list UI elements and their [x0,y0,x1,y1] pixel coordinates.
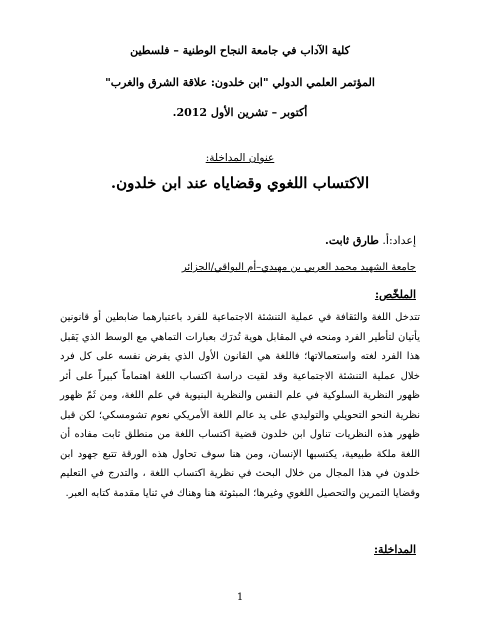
author-name: طارق ثابت. [325,234,379,247]
abstract-text: تتدخل اللغة والثقافة في عملية التنشئة الاجتماعية للفرد باعتبارهما ضابطين أو قانونين يأتيان لتأطير الفرد ومنحه في المقابل هوية تُدرَك بعبارات التماهي مع الوسط الذي يَقبل هذا الفرد لغته واستعمالاتها؛ فاللغة هي القانون الأول الذي يفرض نفسه على كل فرد خلال عملية التنشئة الاجتماعية وقد لقيت دراسة اكتساب اللغة اهتماماً كبيراً على أثر ظهور النظرية السلوكية في علم النفس والنظرية البنيوية في علم اللغة، ومن ثَمّ ظهور نظرية النحو التحويلي والتوليدي على يد عالم اللغة الأمريكي نعوم تشومسكي؛ لكن قبل ظهور هذه النظريات تناول ابن خلدون قضية اكتساب اللغة من منطلق ثابت مفاده أن اللغة ملكة طبيعية، يكتسبها الإنسان، ومن هنا سوف تحاول هذه الورقة تتبع جهود ابن خلدون في هذا المجال من خلال البحث في نظرية اكتساب اللغة ، والتدرج في التعليم وقضايا التمرين والتحصيل اللغوي وغيرها؛ المبثوثة هنا وهناك في ثنايا مقدمة كتابه العبر. [60,312,420,499]
faculty-line: كلية الآداب في جامعة النجاح الوطنية – فلسطين [130,44,350,57]
page-number: 1 [236,592,244,603]
conference-line: المؤتمر العلمي الدولي "ابن خلدون: علاقة الشرق والغرب" [105,76,375,89]
author-prefix: إعداد:أ. [382,234,416,247]
author-affiliation: جامعة الشهيد محمد العربي بن مهيدي–أم البواقي/الجزائر [181,262,416,273]
intervention-label: عنوان المداخلة: [205,152,275,164]
abstract-heading: الملخّص: [374,288,416,301]
paper-title: الاكتساب اللغوي وقضاياه عند ابن خلدون. [110,174,370,192]
introduction-heading: المداخلة: [374,543,416,556]
author-line [325,234,416,247]
date-line: أكتوبر – تشرين الأول 2012. [172,106,308,119]
